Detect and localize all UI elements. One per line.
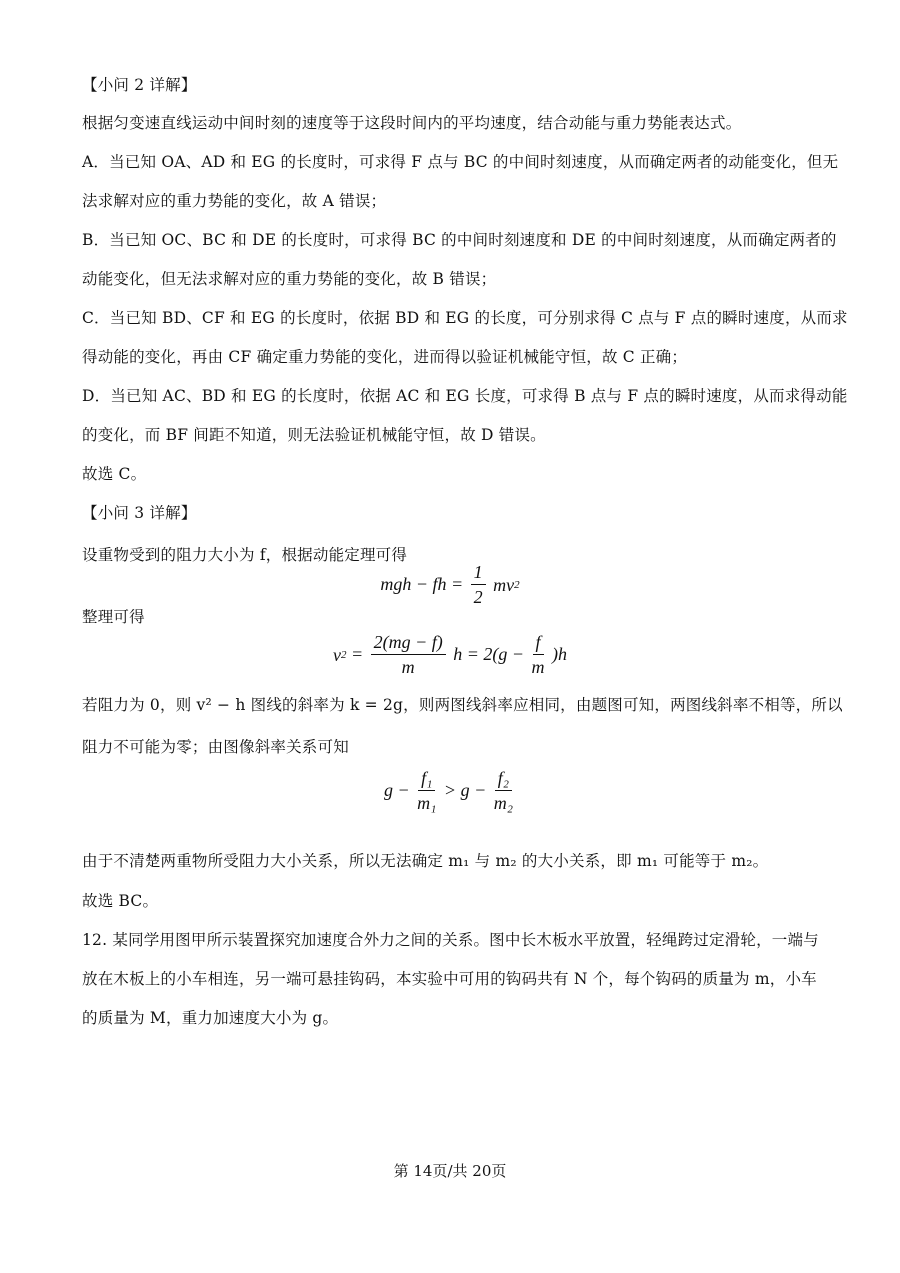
option-b-line-2: 动能变化，但无法求解对应的重力势能的变化，故 B 错误；: [82, 270, 497, 288]
option-c-line-1: C．当已知 BD、CF 和 EG 的长度时，依据 BD 和 EG 的长度，可分别求得 C 点与 F 点的瞬时速度，从而求: [82, 309, 848, 327]
page-number-footer: 第 14页/共 20页: [393, 1162, 507, 1180]
question-12-line-2: 放在木板上的小车相连，另一端可悬挂钩码，本实验中可用的钩码共有 N 个，每个钩码的质量为 m，小车: [82, 970, 817, 988]
section-3-intro: 设重物受到的阻力大小为 f，根据动能定理可得: [82, 546, 408, 564]
simplify-label: 整理可得: [82, 608, 145, 626]
section-2-answer: 故选 C。: [82, 465, 147, 483]
option-a-line-2: 法求解对应的重力势能的变化，故 A 错误；: [82, 192, 387, 210]
equation-slope-inequality: g − $\frac{\text{f₁}}{\text{m₁}}$ > g − $\frac{\text{f₂}}{\text{m₂}}$: [384, 768, 513, 813]
section-2-intro: 根据匀变速直线运动中间时刻的速度等于这段时间内的平均速度，结合动能与重力势能表达式。: [82, 114, 742, 132]
question-12-line-3: 的质量为 M，重力加速度大小为 g。: [82, 1009, 339, 1027]
eq3-fraction-1: $\frac{\text{f₁}}{\text{m₁}}$: [417, 768, 437, 813]
mass-conclusion: 由于不清楚两重物所受阻力大小关系，所以无法确定 m₁ 与 m₂ 的大小关系，即 m₁ 可能等于 m₂。: [82, 852, 769, 870]
section-2-heading: 【小问 2 详解】: [82, 76, 197, 94]
section-3-answer: 故选 BC。: [82, 892, 159, 910]
eq3-fraction-2: $\frac{\text{f₂}}{\text{m₂}}$: [493, 768, 513, 813]
eq2-fraction-2: $\frac{f}{m}$: [531, 632, 545, 677]
slope-paragraph-line-1: 若阻力为 0，则 v² − h 图线的斜率为 k = 2g，则两图线斜率应相同，由题图可知，两图线斜率不相等，所以: [82, 696, 843, 714]
eq1-numerator: 1: [471, 560, 486, 585]
section-3-heading: 【小问 3 详解】: [82, 504, 197, 522]
eq2-fraction-1: $\frac{2(mg - f)}{m}$: [371, 630, 446, 679]
question-12-line-1: 12. 某同学用图甲所示装置探究加速度合外力之间的关系。图中长木板水平放置，轻绳跨过定滑轮，一端与: [82, 931, 819, 949]
option-b-line-1: B．当已知 OC、BC 和 DE 的长度时，可求得 BC 的中间时刻速度和 DE 的中间时刻速度，从而确定两者的: [82, 231, 837, 249]
eq1-denominator: 2: [473, 587, 483, 607]
option-c-line-2: 得动能的变化，再由 CF 确定重力势能的变化，进而得以验证机械能守恒，故 C 正确；: [82, 348, 688, 366]
slope-paragraph-line-2: 阻力不可能为零；由图像斜率关系可知: [82, 738, 349, 756]
option-d-line-2: 的变化，而 BF 间距不知道，则无法验证机械能守恒，故 D 错误。: [82, 426, 546, 444]
eq1-left: mgh − fh =: [380, 574, 464, 594]
eq1-fraction: [471, 560, 486, 609]
equation-energy-theorem: [0, 560, 900, 609]
eq1-right: mv2: [493, 574, 520, 595]
option-d-line-1: D．当已知 AC、BD 和 EG 的长度时，依据 AC 和 EG 长度，可求得 B 点与 F 点的瞬时速度，从而求得动能: [82, 387, 848, 405]
option-a-line-1: A．当已知 OA、AD 和 EG 的长度时，可求得 F 点与 BC 的中间时刻速度，从而确定两者的动能变化，但无: [82, 153, 839, 171]
equation-velocity-squared: v2 = $\frac{2(mg - f)}{m}$ h = 2(g − $\frac{f}{m}$ )h: [332, 632, 568, 677]
